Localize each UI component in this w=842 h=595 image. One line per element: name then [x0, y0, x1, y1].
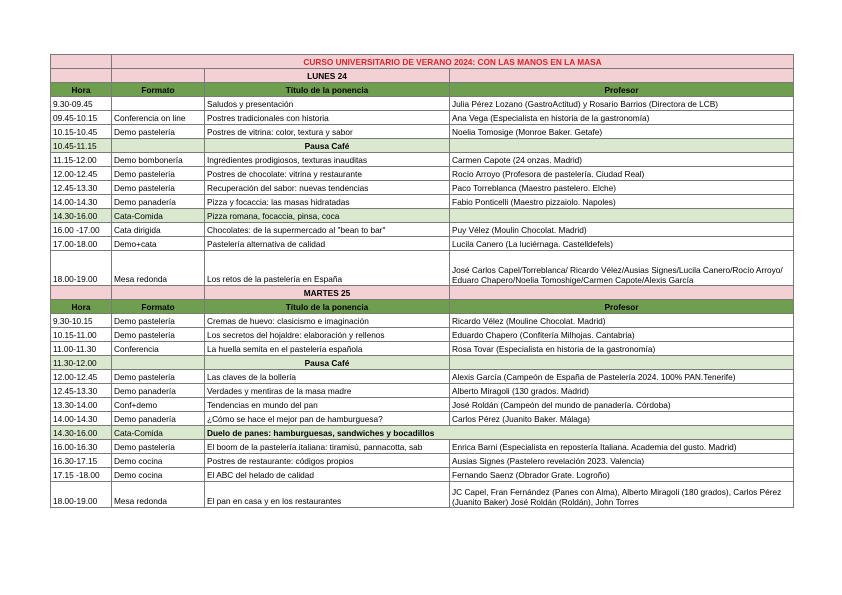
- cell-hora: 12.00-12.45: [51, 370, 112, 384]
- cell-hora: 10.15-10.45: [51, 125, 112, 139]
- break-label: Pausa Café: [205, 356, 450, 370]
- cell-titulo: Recuperación del sabor: nuevas tendencias: [205, 181, 450, 195]
- cell-hora: 14.00-14.30: [51, 195, 112, 209]
- cell-titulo: Duelo de panes: hamburguesas, sandwiches y bocadillos: [205, 426, 794, 440]
- cell-hora: 14.30-16.00: [51, 209, 112, 223]
- session-row: [51, 125, 794, 139]
- break-label: Pausa Café: [205, 139, 450, 153]
- cell-formato: Demo pastelería: [112, 125, 205, 139]
- session-row: [51, 153, 794, 167]
- session-row: [51, 328, 794, 342]
- schedule-table: [50, 54, 794, 508]
- cell-profesor: Puy Vélez (Moulin Chocolat. Madrid): [450, 223, 794, 237]
- cell-titulo: Los retos de la pastelería en España: [205, 251, 450, 286]
- cell-hora: 11.30-12.00: [51, 356, 112, 370]
- header-titulo: Título de la ponencia: [205, 300, 450, 314]
- meal-row: [51, 426, 794, 440]
- cell-profesor: Paco Torreblanca (Maestro pastelero. Elche): [450, 181, 794, 195]
- cell-profesor: Lucila Canero (La luciérnaga. Castelldefels): [450, 237, 794, 251]
- cell-hora: 14.30-16.00: [51, 426, 112, 440]
- cell-profesor: [450, 356, 794, 370]
- day-spacer-cell: [450, 69, 794, 83]
- session-row: [51, 195, 794, 209]
- cell-formato: Cata dirigida: [112, 223, 205, 237]
- cell-formato: Mesa redonda: [112, 482, 205, 508]
- cell-titulo: El pan en casa y en los restaurantes: [205, 482, 450, 508]
- session-row: [51, 468, 794, 482]
- cell-hora: 12.45-13.30: [51, 384, 112, 398]
- column-header-row: [51, 300, 794, 314]
- cell-hora: 17.15 -18.00: [51, 468, 112, 482]
- session-row: [51, 384, 794, 398]
- cell-titulo: La huella semita en el pastelería española: [205, 342, 450, 356]
- break-row: [51, 139, 794, 153]
- course-title: CURSO UNIVERSITARIO DE VERANO 2024: CON LAS MANOS EN LA MASA: [112, 55, 794, 69]
- cell-titulo: Postres de vitrina: color, textura y sabor: [205, 125, 450, 139]
- cell-profesor: [450, 139, 794, 153]
- cell-titulo: El boom de la pastelería italiana: tiramisú, pannacotta, sab: [205, 440, 450, 454]
- cell-profesor: JC Capel, Fran Fernández (Panes con Alma), Alberto Miragoli (180 grados), Carlos Pérez (Juanito Baker) José Roldán (Roldán), John Torres: [450, 482, 794, 508]
- title-row: [51, 55, 794, 69]
- day-title: LUNES 24: [205, 69, 450, 83]
- cell-profesor: Rosa Tovar (Especialista en historia de la gastronomía): [450, 342, 794, 356]
- cell-profesor: Enrica Barni (Especialista en repostería Italiana. Academia del gusto. Madrid): [450, 440, 794, 454]
- session-row: [51, 97, 794, 111]
- cell-formato: Demo pastelería: [112, 370, 205, 384]
- cell-titulo: Ingredientes prodigiosos, texturas inauditas: [205, 153, 450, 167]
- header-formato: Formato: [112, 83, 205, 97]
- cell-formato: Conf+demo: [112, 398, 205, 412]
- session-row: [51, 454, 794, 468]
- cell-titulo: Verdades y mentiras de la masa madre: [205, 384, 450, 398]
- cell-formato: Conferencia on line: [112, 111, 205, 125]
- session-row: [51, 314, 794, 328]
- cell-formato: Conferencia: [112, 342, 205, 356]
- cell-titulo: El ABC del helado de calidad: [205, 468, 450, 482]
- session-row: [51, 342, 794, 356]
- cell-formato: Demo pastelería: [112, 167, 205, 181]
- cell-titulo: ¿Cómo se hace el mejor pan de hamburguesa?: [205, 412, 450, 426]
- cell-profesor: José Carlos Capel/Torreblanca/ Ricardo Vélez/Ausias Signes/Lucila Canero/Rocío Arroyo/ Eduaro Chapero/Noelia Tomoshige/Carmen Capote/Alexis García: [450, 251, 794, 286]
- cell-formato: Demo panadería: [112, 412, 205, 426]
- cell-hora: 17.00-18.00: [51, 237, 112, 251]
- cell-profesor: Rocío Arroyo (Profesora de pastelería. Ciudad Real): [450, 167, 794, 181]
- cell-formato: Demo pastelería: [112, 328, 205, 342]
- header-profesor: Profesor: [450, 83, 794, 97]
- cell-hora: 11.00-11.30: [51, 342, 112, 356]
- cell-profesor: José Roldán (Campeón del mundo de panadería. Córdoba): [450, 398, 794, 412]
- cell-hora: 10.45-11.15: [51, 139, 112, 153]
- cell-titulo: Las claves de la bollería: [205, 370, 450, 384]
- session-row: [51, 440, 794, 454]
- cell-formato: Demo pastelería: [112, 440, 205, 454]
- cell-hora: 14.00-14.30: [51, 412, 112, 426]
- day-spacer-cell: [112, 286, 205, 300]
- cell-titulo: Postres tradicionales con historia: [205, 111, 450, 125]
- cell-titulo: Tendencias en mundo del pan: [205, 398, 450, 412]
- day-row: [51, 286, 794, 300]
- day-spacer-cell: [112, 69, 205, 83]
- cell-hora: 13.30-14.00: [51, 398, 112, 412]
- cell-profesor: Eduardo Chapero (Confitería Milhojas. Cantabria): [450, 328, 794, 342]
- day-row: [51, 69, 794, 83]
- cell-hora: 9.30-09.45: [51, 97, 112, 111]
- session-row: [51, 482, 794, 508]
- cell-titulo: Pizza y focaccia: las masas hidratadas: [205, 195, 450, 209]
- cell-formato: Demo panadería: [112, 195, 205, 209]
- session-row: [51, 251, 794, 286]
- cell-profesor: Alberto Miragoli (130 grados. Madrid): [450, 384, 794, 398]
- cell-titulo: Pastelería alternativa de calidad: [205, 237, 450, 251]
- session-row: [51, 412, 794, 426]
- session-row: [51, 223, 794, 237]
- cell-formato: [112, 139, 205, 153]
- cell-formato: [112, 97, 205, 111]
- cell-titulo: Saludos y presentación: [205, 97, 450, 111]
- cell-titulo: Cremas de huevo: clasicismo e imaginación: [205, 314, 450, 328]
- cell-profesor: Ricardo Vélez (Mouline Chocolat. Madrid): [450, 314, 794, 328]
- cell-profesor: Carlos Pérez (Juanito Baker. Málaga): [450, 412, 794, 426]
- cell-hora: 16.00-16.30: [51, 440, 112, 454]
- cell-hora: 10.15-11.00: [51, 328, 112, 342]
- cell-profesor: Fabio Ponticelli (Maestro pizzaiolo. Napoles): [450, 195, 794, 209]
- cell-hora: 11.15-12.00: [51, 153, 112, 167]
- cell-titulo: Postres de chocolate: vitrina y restaurante: [205, 167, 450, 181]
- cell-titulo: Chocolates: de la supermercado al "bean to bar": [205, 223, 450, 237]
- cell-hora: 16.30-17.15: [51, 454, 112, 468]
- cell-titulo: Pizza romana, focaccia, pinsa, coca: [205, 209, 450, 223]
- cell-hora: 12.45-13.30: [51, 181, 112, 195]
- cell-profesor: Julia Pérez Lozano (GastroActitud) y Rosario Barrios (Directora de LCB): [450, 97, 794, 111]
- session-row: [51, 181, 794, 195]
- cell-hora: 18.00-19.00: [51, 482, 112, 508]
- cell-formato: Demo bombonería: [112, 153, 205, 167]
- cell-profesor: Ana Vega (Especialista en historia de la gastronomía): [450, 111, 794, 125]
- cell-titulo: Postres de restaurante: códigos propios: [205, 454, 450, 468]
- day-spacer-cell: [51, 69, 112, 83]
- day-spacer-cell: [450, 286, 794, 300]
- cell-formato: Demo pastelería: [112, 314, 205, 328]
- cell-formato: Cata-Comida: [112, 426, 205, 440]
- column-header-row: [51, 83, 794, 97]
- cell-profesor: [450, 209, 794, 223]
- cell-hora: 16.00 -17.00: [51, 223, 112, 237]
- session-row: [51, 111, 794, 125]
- session-row: [51, 370, 794, 384]
- break-row: [51, 356, 794, 370]
- cell-hora: 12.00-12.45: [51, 167, 112, 181]
- cell-profesor: Ausias Signes (Pastelero revelación 2023. Valencia): [450, 454, 794, 468]
- cell-hora: 9.30-10.15: [51, 314, 112, 328]
- meal-row: [51, 209, 794, 223]
- cell-formato: Mesa redonda: [112, 251, 205, 286]
- header-hora: Hora: [51, 300, 112, 314]
- session-row: [51, 237, 794, 251]
- cell-titulo: Los secretos del hojaldre: elaboración y rellenos: [205, 328, 450, 342]
- session-row: [51, 167, 794, 181]
- cell-hora: 09.45-10.15: [51, 111, 112, 125]
- header-hora: Hora: [51, 83, 112, 97]
- cell-formato: Demo panadería: [112, 384, 205, 398]
- title-spacer-cell: [51, 55, 112, 69]
- cell-formato: Demo+cata: [112, 237, 205, 251]
- day-spacer-cell: [51, 286, 112, 300]
- header-titulo: Título de la ponencia: [205, 83, 450, 97]
- header-profesor: Profesor: [450, 300, 794, 314]
- cell-profesor: Noelia Tomosige (Monroe Baker. Getafe): [450, 125, 794, 139]
- cell-formato: Demo cocina: [112, 468, 205, 482]
- cell-profesor: Alexis García (Campeón de España de Pastelería 2024. 100% PAN.Tenerife): [450, 370, 794, 384]
- day-title: MARTES 25: [205, 286, 450, 300]
- session-row: [51, 398, 794, 412]
- cell-hora: 18.00-19.00: [51, 251, 112, 286]
- cell-formato: Demo pastelería: [112, 181, 205, 195]
- cell-profesor: Carmen Capote (24 onzas. Madrid): [450, 153, 794, 167]
- cell-profesor: Fernando Saenz (Obrador Grate. Logroño): [450, 468, 794, 482]
- cell-formato: Demo cocina: [112, 454, 205, 468]
- cell-formato: Cata-Comida: [112, 209, 205, 223]
- header-formato: Formato: [112, 300, 205, 314]
- cell-formato: [112, 356, 205, 370]
